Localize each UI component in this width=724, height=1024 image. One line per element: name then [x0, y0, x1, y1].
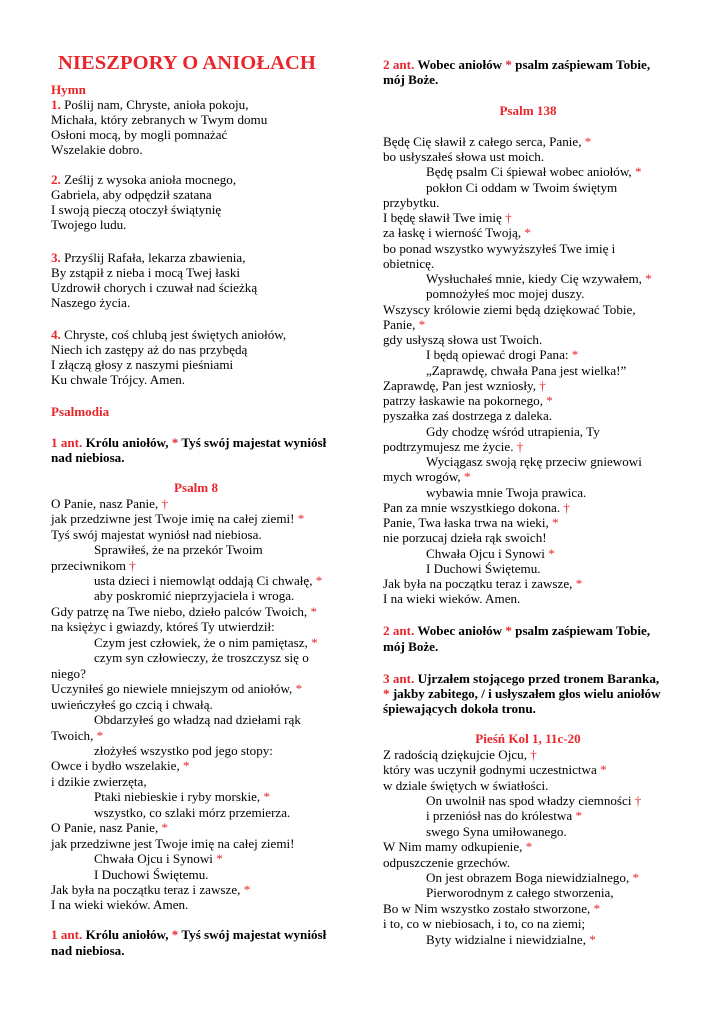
rubric-mark: † — [516, 439, 524, 454]
text-line: wszystko, co szlaki mórz przemierza. — [94, 805, 291, 820]
text-line: Osłoni mocą, by mogli pomnażać — [51, 127, 228, 142]
text-span: Panie, Twa łaska trwa na wieki, — [383, 515, 553, 530]
section-heading: Pieśń Kol 1, 11c-20 — [475, 731, 581, 746]
text-line: mój Boże. — [383, 72, 439, 87]
text-line: By zstąpił z nieba i mocą Twej łaski — [51, 265, 241, 280]
text-line: „Zaprawdę, chwała Pana jest wielka!” — [426, 363, 627, 378]
rubric-mark: 2 ant. — [383, 623, 415, 638]
text-span: Gdy patrzę na Twe niebo, dzieło palców Twoich, — [51, 604, 311, 619]
text-line: I na wieki wieków. Amen. — [383, 591, 521, 606]
text-line: aby poskromić nieprzyjaciela i wroga. — [94, 588, 295, 603]
text-span: Z radością dziękujcie Ojcu, — [383, 747, 531, 762]
text-line: Wszyscy królowie ziemi będą dziękować Tobie, — [383, 302, 636, 317]
text-line: bo usłyszałeś słowa ust moich. — [383, 149, 545, 164]
page-title: NIESZPORY O ANIOŁACH — [58, 52, 316, 74]
text-line: Tyś swój majestat wyniósł nad niebiosa. — [51, 527, 262, 542]
text-span: usta dzieci i niemowląt oddają Ci chwałę, — [94, 573, 316, 588]
text-span: O Panie, nasz Panie, — [51, 820, 162, 835]
rubric-mark: 4. — [51, 327, 61, 342]
text-line: Sprawiłeś, że na przekór Twoim — [94, 542, 263, 557]
text-span: Chryste, coś chlubą jest świętych aniołów, — [60, 327, 287, 342]
text-line — [51, 758, 190, 773]
text-line: jak przedziwne jest Twoje imię na całej ziemi! — [51, 836, 295, 851]
text-line: pomnożyłeś moc mojej duszy. — [426, 286, 585, 301]
text-span: Ptaki niebieskie i ryby morskie, — [94, 789, 264, 804]
rubric-mark: * — [297, 511, 305, 526]
text-line — [383, 623, 650, 638]
rubric-mark: * — [383, 686, 390, 701]
text-line — [383, 378, 546, 393]
text-span: patrzy łaskawie na pokornego, — [383, 393, 547, 408]
rubric-mark: * — [634, 164, 642, 179]
rubric-mark: 1 ant. — [51, 927, 83, 942]
rubric-mark: * — [311, 635, 318, 650]
text-line — [383, 901, 600, 916]
rubric-mark: † — [634, 793, 642, 808]
text-line: Michała, który zebranych w Twym domu — [51, 112, 268, 127]
rubric-mark: * — [216, 851, 223, 866]
text-line: Naszego życia. — [51, 295, 131, 310]
text-span: Tyś swój majestat wyniósł — [178, 435, 327, 450]
text-line — [51, 250, 246, 265]
rubric-mark: * — [575, 808, 582, 823]
text-span: Wysłuchałeś mnie, kiedy Cię wzywałem, — [426, 271, 646, 286]
text-span: za łaskę i wierność Twoją, — [383, 225, 525, 240]
rubric-mark: * — [463, 469, 471, 484]
text-line: bo ponad wszystko wywyższyłeś Twe imię i — [383, 241, 616, 256]
rubric-mark: * — [263, 789, 271, 804]
text-line — [383, 317, 425, 332]
text-span: Będę psalm Ci śpiewał wobec aniołów, — [426, 164, 635, 179]
rubric-mark: * — [243, 882, 251, 897]
text-line: Czym jest człowiek, że o nim pamiętasz, * — [94, 635, 318, 650]
text-span: Chwała Ojcu i Synowi — [94, 851, 217, 866]
rubric-mark: * — [600, 762, 607, 777]
section-heading: Hymn — [51, 82, 86, 97]
rubric-mark: † — [161, 496, 169, 511]
text-span: W Nim mamy odkupienie, — [383, 839, 526, 854]
rubric-mark: * — [295, 681, 303, 696]
rubric-mark: * — [418, 317, 426, 332]
text-span: On uwolnił nas spod władzy ciemności — [426, 793, 635, 808]
text-span: przeciwnikom — [51, 558, 130, 573]
text-line — [51, 789, 270, 804]
rubric-mark: * — [645, 271, 652, 286]
text-line — [51, 820, 168, 835]
text-span: Ujrzałem stojącego przed tronem Baranka, — [414, 671, 660, 686]
text-span: O Panie, nasz Panie, — [51, 496, 162, 511]
rubric-mark: * — [632, 870, 640, 885]
text-span: Poślij nam, Chryste, anioła pokoju, — [60, 97, 249, 112]
text-line: śpiewających dokoła tronu. — [383, 701, 536, 716]
text-line: pyszałka zaś dostrzega z daleka. — [383, 408, 553, 423]
text-line: mój Boże. — [383, 639, 439, 654]
section-heading: Psalmodia — [51, 404, 110, 419]
rubric-mark: † — [129, 558, 136, 573]
rubric-mark: * — [171, 927, 179, 942]
rubric-mark: * — [171, 435, 179, 450]
text-span: i przeniósł nas do królestwa — [426, 808, 576, 823]
rubric-mark: * — [571, 347, 579, 362]
text-span: Będę Cię sławił z całego serca, Panie, — [383, 134, 585, 149]
rubric-mark: 1. — [51, 97, 61, 112]
text-line: i to, co w niebiosach, i to, co na ziemi; — [383, 916, 586, 931]
text-line: odpuszczenie grzechów. — [383, 855, 511, 870]
text-line: Twojego ludu. — [51, 217, 127, 232]
text-line — [51, 604, 317, 619]
text-line — [51, 435, 326, 450]
rubric-mark: * — [315, 573, 323, 588]
text-line: nad niebiosa. — [51, 450, 125, 465]
rubric-mark: * — [546, 393, 553, 408]
text-line: nad niebiosa. — [51, 943, 125, 958]
rubric-mark: † — [505, 210, 512, 225]
text-line — [51, 172, 236, 187]
text-span: Panie, — [383, 317, 419, 332]
text-line: nie porzucaj dzieła rąk swoich! — [383, 530, 547, 545]
rubric-mark: † — [563, 500, 570, 515]
text-span: jakby zabitego, / i usłyszałem głos wielu aniołów — [389, 686, 661, 701]
text-span: I będę sławił Twe imię — [383, 210, 506, 225]
text-span: podtrzymujesz me życie. — [383, 439, 517, 454]
rubric-mark: 1 ant. — [51, 435, 83, 450]
rubric-mark: * — [552, 515, 559, 530]
text-line — [383, 671, 659, 686]
text-line: uwieńczyłeś go czcią i chwałą. — [51, 697, 213, 712]
text-line — [383, 347, 578, 362]
text-span: Królu aniołów, — [82, 435, 172, 450]
text-line: Wszelakie dobro. — [51, 142, 143, 157]
text-line: I na wieki wieków. Amen. — [51, 897, 189, 912]
text-span: Pan za mnie wszystkiego dokona. — [383, 500, 564, 515]
text-line — [51, 327, 286, 342]
rubric-mark: * — [584, 134, 592, 149]
text-line — [51, 681, 302, 696]
text-line: obietnicę. — [383, 256, 435, 271]
text-line: Obdarzyłeś go władzą nad dziełami rąk — [94, 712, 301, 727]
text-line — [383, 762, 607, 777]
text-line — [51, 558, 136, 573]
rubric-mark: * — [505, 623, 512, 638]
text-span: Jak była na początku teraz i zawsze, — [383, 576, 576, 591]
text-line — [383, 210, 512, 225]
text-line — [383, 393, 553, 408]
text-line: Ku chwale Trójcy. Amen. — [51, 372, 186, 387]
text-line: pokłon Ci oddam w Twoim świętym — [426, 180, 618, 195]
text-line: na księżyc i gwiazdy, któreś Ty utwierdził: — [51, 619, 275, 634]
text-span: Byty widzialne i niewidzialne, — [426, 932, 590, 947]
text-line — [383, 686, 661, 701]
text-line: swego Syna umiłowanego. — [426, 824, 567, 839]
text-line — [51, 851, 223, 866]
text-line: złożyłeś wszystko pod jego stopy: — [94, 743, 273, 758]
text-line: niego? — [51, 666, 86, 681]
text-line: w dziale świętych w światłości. — [383, 778, 549, 793]
text-span: Tyś swój majestat wyniósł — [178, 927, 327, 942]
text-line: I swoją pieczą otoczył świątynię — [51, 202, 222, 217]
text-span: Królu aniołów, — [82, 927, 172, 942]
rubric-mark: * — [96, 728, 104, 743]
rubric-mark: * — [183, 758, 190, 773]
text-span: psalm zaśpiewam Tobie, — [511, 57, 651, 72]
rubric-mark: † — [530, 747, 537, 762]
rubric-mark: * — [589, 932, 596, 947]
text-span: I będą opiewać drogi Pana: — [426, 347, 572, 362]
text-span: psalm zaśpiewam Tobie, — [511, 623, 651, 638]
text-span: Uczyniłeś go niewiele mniejszym od aniołów, — [51, 681, 296, 696]
rubric-mark: * — [548, 546, 555, 561]
text-line — [51, 728, 103, 743]
rubric-mark: 2. — [51, 172, 61, 187]
text-line: Wyciągasz swoją rękę przeciw gniewowi — [426, 454, 642, 469]
text-span: mych wrogów, — [383, 469, 464, 484]
text-line: Gabriela, aby odpędził szatana — [51, 187, 212, 202]
text-span: On jest obrazem Boga niewidzialnego, — [426, 870, 633, 885]
rubric-mark: 2 ant. — [383, 57, 415, 72]
text-line — [383, 515, 559, 530]
rubric-mark: 3. — [51, 250, 61, 265]
text-line — [51, 927, 326, 942]
text-line: I Duchowi Świętemu. — [94, 867, 209, 882]
rubric-mark: † — [539, 378, 546, 393]
text-line — [383, 546, 555, 561]
text-line: i dzikie zwierzęta, — [51, 774, 147, 789]
text-line — [383, 500, 570, 515]
text-span: Wobec aniołów — [414, 623, 506, 638]
rubric-mark: * — [161, 820, 169, 835]
text-line — [383, 747, 537, 762]
text-span: Ześlij z wysoka anioła mocnego, — [60, 172, 237, 187]
rubric-mark: * — [310, 604, 318, 619]
text-line — [51, 97, 249, 112]
text-span: Twoich, — [51, 728, 97, 743]
text-line — [383, 932, 596, 947]
text-line — [383, 793, 641, 808]
text-line — [383, 870, 639, 885]
text-span: Wobec aniołów — [414, 57, 506, 72]
rubric-mark: * — [505, 57, 512, 72]
text-line — [51, 496, 168, 511]
rubric-mark: * — [575, 576, 583, 591]
text-line — [383, 439, 523, 454]
section-heading: Psalm 138 — [499, 103, 557, 118]
text-line — [51, 882, 250, 897]
text-line: gdy usłyszą słowa ust Twoich. — [383, 332, 543, 347]
rubric-mark: * — [593, 901, 601, 916]
text-line: Niech ich zastępy aż do nas przybędą — [51, 342, 248, 357]
text-line — [383, 469, 471, 484]
text-line: czym syn człowieczy, że troszczysz się o — [94, 650, 309, 665]
text-line — [383, 576, 582, 591]
text-line: Uzdrowił chorych i czuwał nad ścieżką — [51, 280, 258, 295]
text-span: który was uczynił godnymi uczestnictwa — [383, 762, 601, 777]
rubric-mark: 3 ant. — [383, 671, 415, 686]
text-span: Zaprawdę, Pan jest wzniosły, — [383, 378, 540, 393]
text-span: Owce i bydło wszelakie, — [51, 758, 183, 773]
text-line — [383, 57, 650, 72]
text-line — [383, 164, 642, 179]
text-line: przybytku. — [383, 195, 440, 210]
text-line — [51, 511, 304, 526]
rubric-mark: * — [524, 225, 531, 240]
text-line: I złączą głosy z naszymi pieśniami — [51, 357, 234, 372]
section-heading: Psalm 8 — [173, 480, 218, 495]
text-line: wybawia mnie Twoja prawica. — [426, 485, 587, 500]
text-span: jak przedziwne jest Twoje imię na całej ziemi! — [51, 511, 298, 526]
text-line — [383, 808, 582, 823]
text-line — [383, 271, 652, 286]
text-span: Chwała Ojcu i Synowi — [426, 546, 549, 561]
text-span: Bo w Nim wszystko zostało stworzone, — [383, 901, 594, 916]
text-line: I Duchowi Świętemu. — [426, 561, 541, 576]
text-span: Przyślij Rafała, lekarza zbawienia, — [60, 250, 246, 265]
text-line: Pierworodnym z całego stworzenia, — [426, 885, 614, 900]
text-line — [51, 573, 322, 588]
rubric-mark: * — [525, 839, 533, 854]
text-line — [383, 134, 591, 149]
text-span: Jak była na początku teraz i zawsze, — [51, 882, 244, 897]
text-line — [383, 839, 532, 854]
text-line: Gdy chodzę wśród utrapienia, Ty — [426, 424, 600, 439]
text-line — [383, 225, 531, 240]
